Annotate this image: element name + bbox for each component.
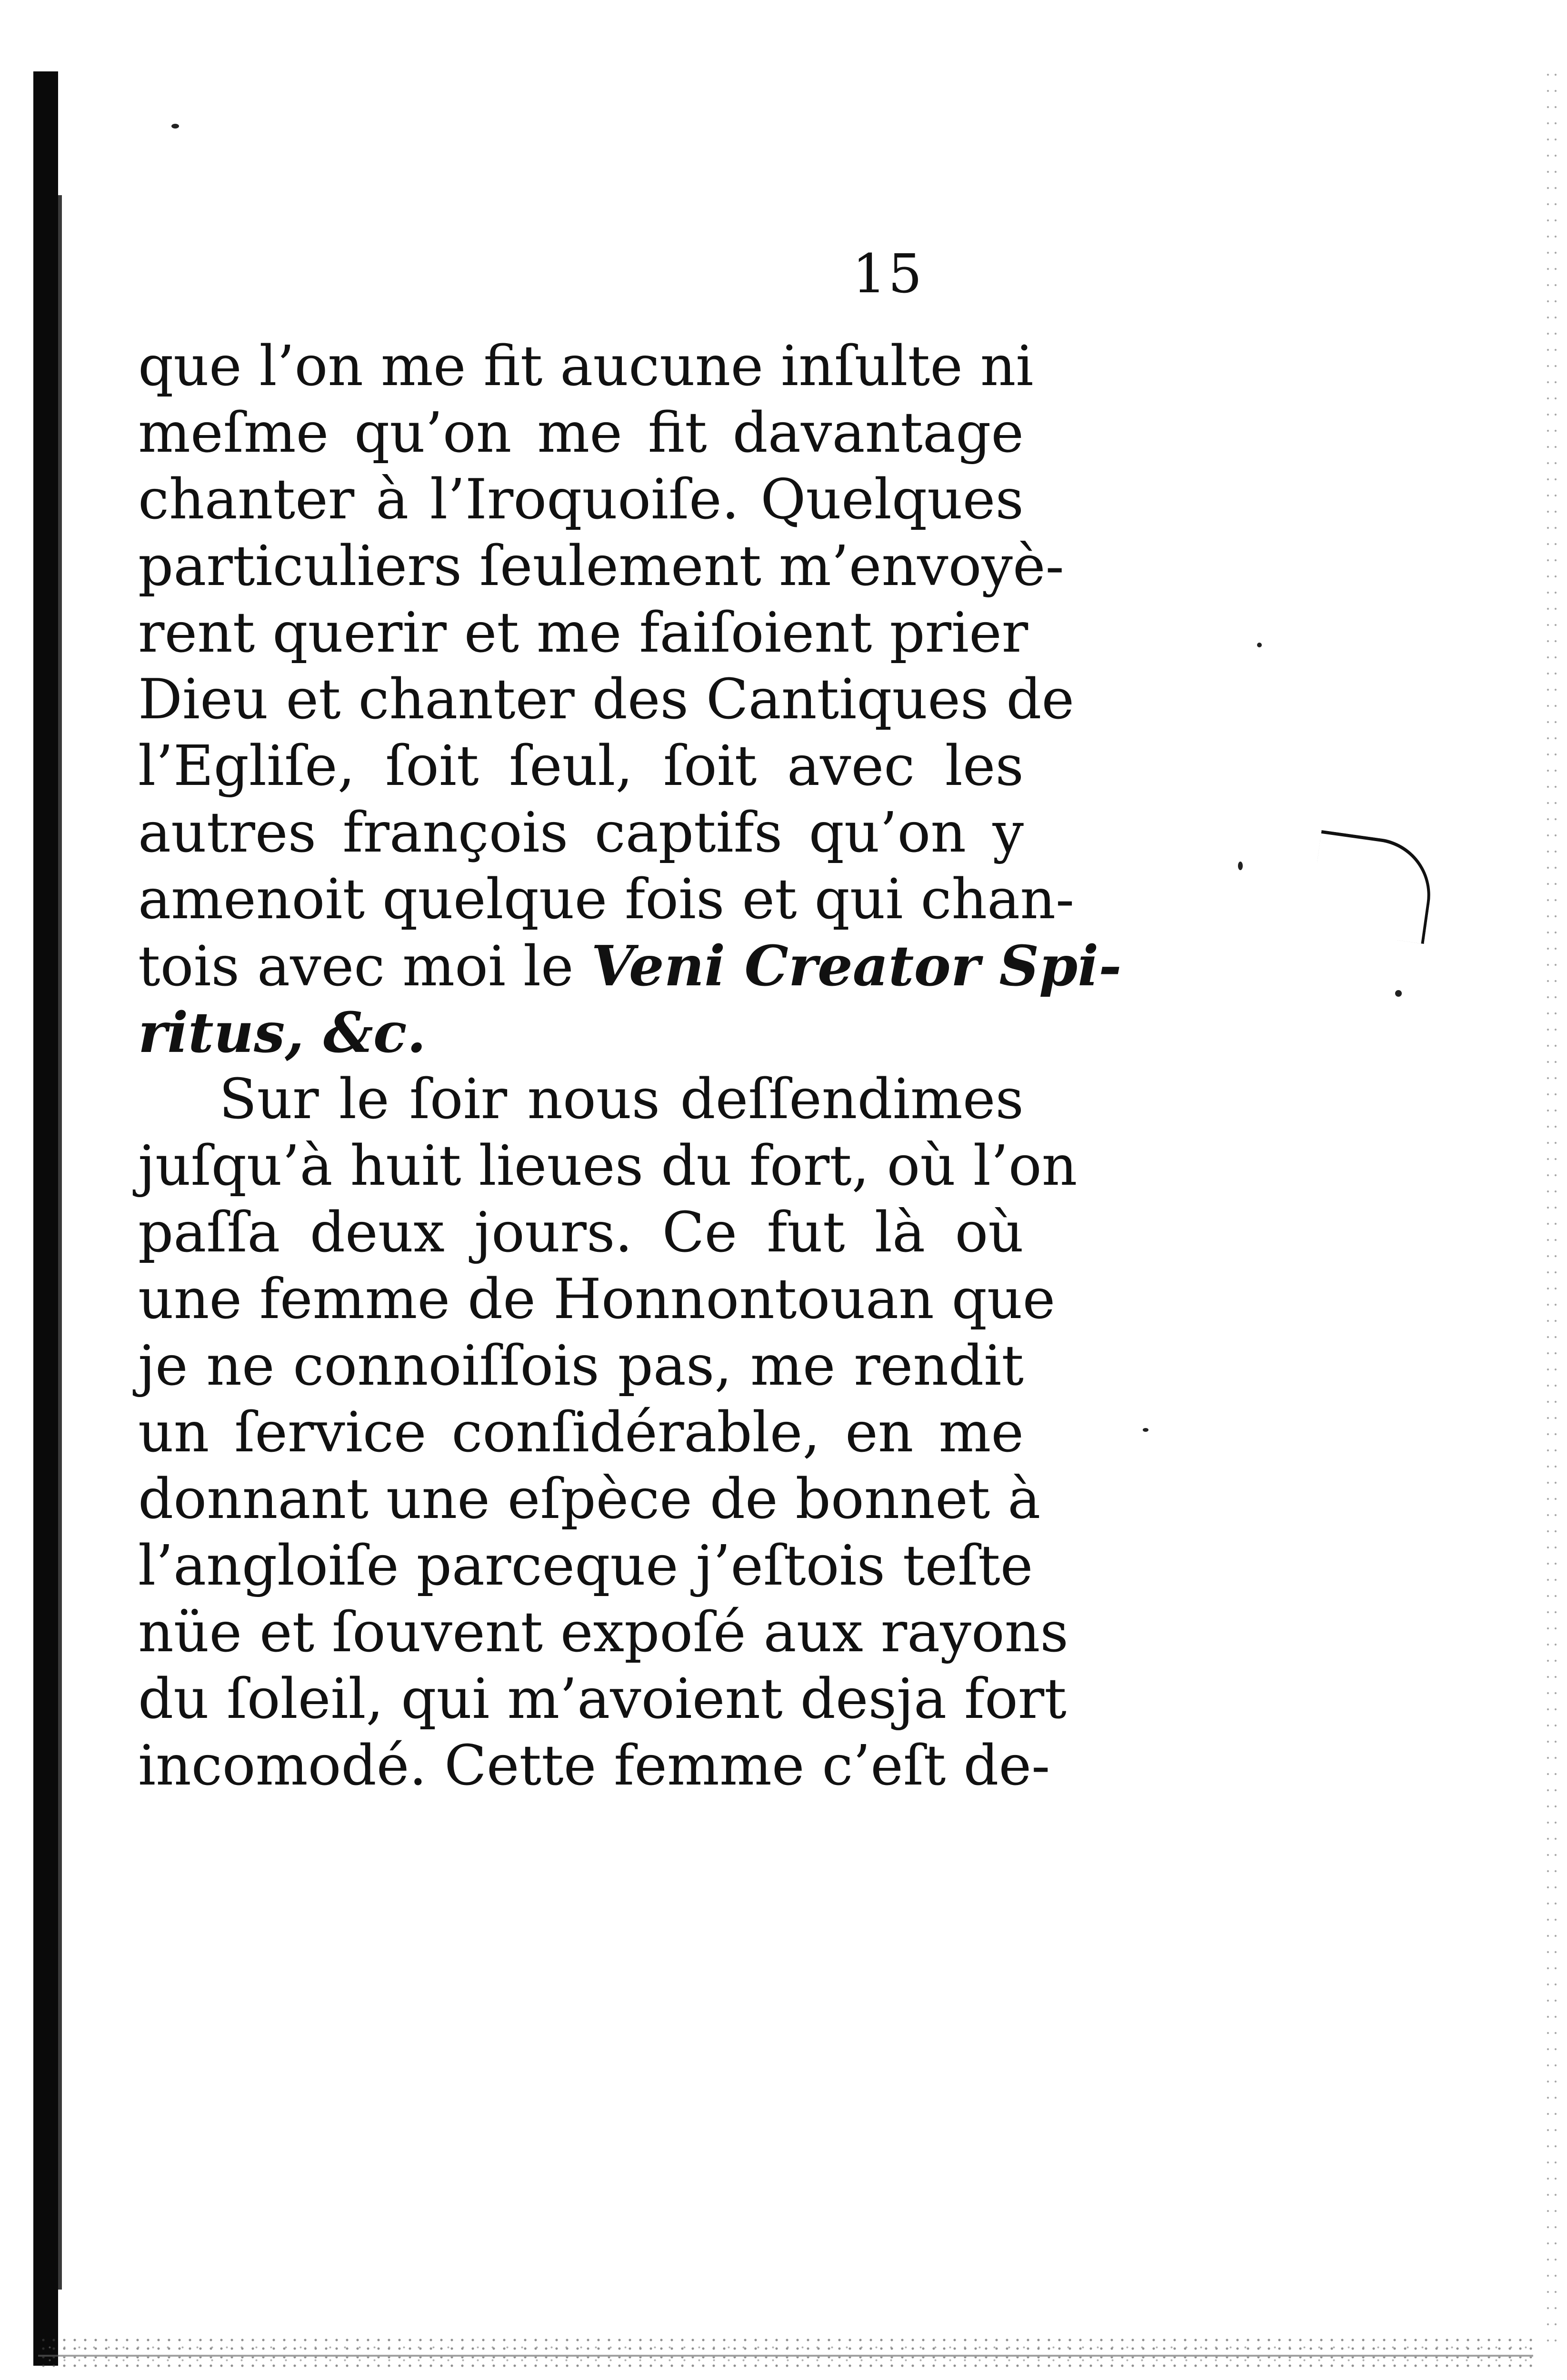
page-number: 15: [852, 243, 924, 305]
ink-speck: [1238, 862, 1243, 870]
text-line: particuliers ſeulement m’envoyè-: [138, 534, 1064, 598]
text-line: autres françois captifs qu’on y: [138, 801, 1024, 865]
ink-speck: [1143, 1428, 1148, 1432]
text-line: rent querir et me faiſoient prier: [138, 601, 1028, 665]
text-line: donnant une eſpèce de bonnet à: [138, 1467, 1041, 1531]
ink-speck: [1257, 643, 1262, 647]
text-line: une femme de Honnontouan que: [138, 1267, 1056, 1331]
text-line: meſme qu’on me fit davantage: [138, 401, 1024, 465]
text-line: amenoit quelque fois et qui chan-: [138, 867, 1075, 932]
text-line: paſſa deux jours. Ce fut là où: [138, 1200, 1024, 1265]
text-line: nüe et ſouvent expoſé aux rayons: [138, 1600, 1068, 1665]
text-line: Dieu et chanter des Cantiques de: [138, 667, 1075, 732]
text-line: que l’on me fit aucune inſulte ni: [138, 334, 1034, 398]
text-line: chanter à l’Iroquoiſe. Quelques: [138, 467, 1024, 532]
text-line-with-italic: [138, 933, 1122, 1000]
ink-speck: [171, 124, 179, 129]
text-line: l’Egliſe, ſoit ſeul, ſoit avec les: [138, 734, 1024, 798]
text-line: je ne connoiſſois pas, me rendit: [138, 1334, 1024, 1398]
text-line: l’angloiſe parceque j’eſtois teſte: [138, 1534, 1033, 1598]
text-segment: tois avec moi le: [138, 934, 574, 999]
text-line: incomodé. Cette femme c’eſt de-: [138, 1734, 1050, 1798]
page-edge-speckle: [1544, 67, 1557, 2351]
stray-ink-mark: [1308, 830, 1437, 944]
body-text: [138, 333, 1122, 1799]
text-line: un ſervice conſidérable, en me: [138, 1400, 1024, 1465]
text-line: juſqu’à huit lieues du fort, où l’on: [138, 1134, 1078, 1198]
italic-hymn-title: Veni Creator Spi-: [591, 934, 1122, 999]
paragraph-first-line: Sur le ſoir nous deſſendimes: [219, 1067, 1024, 1131]
ink-speck: [1395, 990, 1402, 997]
binding-shadow: [33, 71, 58, 2366]
page-bottom-edge: [38, 2336, 1533, 2369]
text-line: du ſoleil, qui m’avoient desja fort: [138, 1667, 1067, 1731]
text-line: ritus, &c.: [138, 1001, 426, 1065]
